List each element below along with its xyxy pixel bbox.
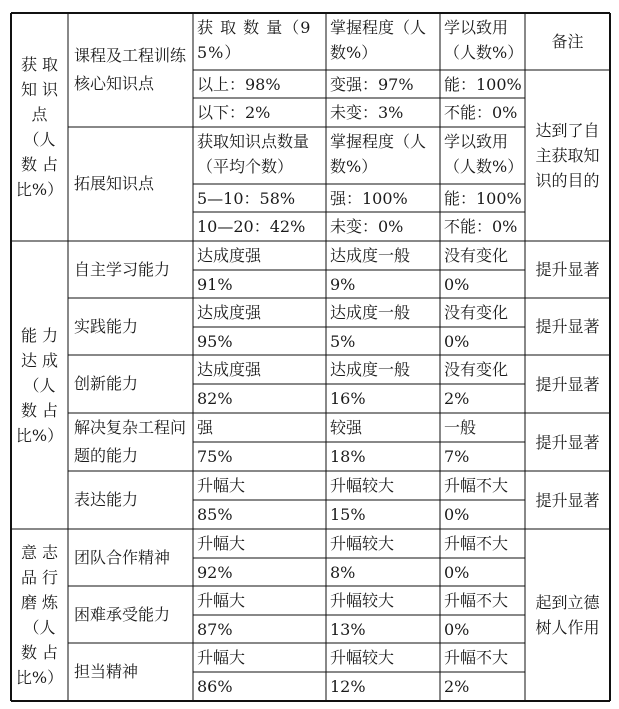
cell-core-r1-c2: 变强：97% [330, 75, 414, 94]
will-3-h1: 升幅大 [197, 648, 246, 667]
label-will-1: 团队合作精神 [74, 547, 171, 567]
ability-2-h2: 达成度一般 [330, 303, 411, 322]
category-will-text: 意 志 品 行 磨 炼（人数 占 比%） [15, 543, 64, 687]
ability-1-remark: 提升显著 [535, 260, 600, 279]
ability-5-v3: 0% [444, 505, 470, 524]
remark-knowledge-text: 达到了自主获取知识的目的 [535, 121, 600, 190]
ability-3-remark: 提升显著 [535, 374, 600, 394]
ability-5-h2: 升幅较大 [330, 476, 395, 495]
will-1-v2: 8% [330, 563, 356, 582]
ability-5-remark: 提升显著 [535, 490, 600, 510]
will-3-h3: 升幅不大 [444, 648, 509, 667]
remark-will-text: 起到立德树人作用 [535, 593, 600, 637]
ability-3-v2: 16% [330, 389, 366, 408]
ability-4-h2: 较强 [330, 418, 363, 437]
header-mastery: 掌握程度（人数%） [330, 18, 427, 62]
will-2-h3: 升幅不大 [444, 591, 509, 610]
will-2-h2: 升幅较大 [330, 591, 395, 610]
ability-2-v1: 95% [197, 332, 233, 351]
ability-5-h3: 升幅不大 [444, 476, 509, 495]
cell-core-r2-c1: 以下：2% [197, 103, 271, 122]
ability-3-h1: 达成度强 [197, 360, 262, 379]
label-ability-5: 表达能力 [74, 490, 139, 509]
ability-5-v2: 15% [330, 505, 366, 524]
ability-2-v3: 0% [444, 332, 470, 351]
ability-3-h2: 达成度一般 [330, 360, 411, 379]
header-acquire: 获 取 数 量（95%） [197, 18, 312, 62]
ability-2-h3: 没有变化 [444, 303, 509, 322]
label-ability-2: 实践能力 [74, 316, 139, 336]
ability-3-h3: 没有变化 [444, 360, 509, 379]
will-2-h1: 升幅大 [197, 591, 246, 610]
ability-4-v2: 18% [330, 447, 366, 466]
cell-core-r1-c3: 能：100% [444, 75, 522, 94]
will-3-v3: 2% [444, 677, 470, 696]
ability-1-v1: 91% [197, 275, 233, 294]
ability-1-v3: 0% [444, 275, 470, 294]
label-will-3: 担当精神 [74, 662, 139, 681]
ability-1-h1: 达成度强 [197, 246, 262, 265]
will-2-v1: 87% [197, 620, 233, 639]
cell-ext-h-c3: 学以致用（人数%） [444, 132, 524, 176]
ability-2-v2: 5% [330, 332, 356, 351]
will-1-h2: 升幅较大 [330, 534, 395, 553]
will-3-h2: 升幅较大 [330, 648, 395, 667]
header-apply: 学以致用（人数%） [444, 18, 524, 62]
ability-5-h1: 升幅大 [197, 476, 246, 495]
ability-4-v3: 7% [444, 447, 470, 466]
cell-ext-r2-c1: 10—20：42% [197, 217, 306, 236]
label-core-knowledge-text: 课程及工程训练核心知识点 [74, 46, 187, 93]
cell-core-r2-c3: 不能：0% [444, 103, 518, 122]
ability-4-h1: 强 [197, 418, 214, 437]
cell-ext-r2-c2: 未变：0% [330, 217, 404, 236]
ability-1-h3: 没有变化 [444, 246, 509, 265]
will-1-v1: 92% [197, 563, 233, 582]
will-2-v2: 13% [330, 620, 366, 639]
ability-3-v3: 2% [444, 389, 470, 408]
label-will-2: 困难承受能力 [74, 604, 171, 624]
will-3-v2: 12% [330, 677, 366, 696]
label-ext-knowledge-text: 拓展知识点 [74, 174, 155, 193]
page-bottom-edge [0, 700, 619, 709]
label-ability-4-text: 解决复杂工程问题的能力 [74, 418, 187, 465]
cell-ext-r1-c3: 能：100% [444, 189, 522, 208]
will-1-h3: 升幅不大 [444, 534, 509, 553]
cell-core-r1-c1: 以上：98% [197, 75, 281, 94]
ability-1-h2: 达成度一般 [330, 246, 411, 265]
label-ability-3: 创新能力 [74, 374, 139, 393]
category-knowledge-text: 获 取 知 识 点（人 数 占 比%） [15, 55, 64, 199]
cell-ext-h-c1: 获取知识点数量（平均个数） [197, 132, 310, 176]
cell-ext-h-c2: 掌握程度（人数%） [330, 132, 427, 176]
will-1-h1: 升幅大 [197, 534, 246, 553]
ability-5-v1: 85% [197, 505, 233, 524]
will-1-v3: 0% [444, 563, 470, 582]
will-2-v3: 0% [444, 620, 470, 639]
ability-2-h1: 达成度强 [197, 303, 262, 322]
ability-1-v2: 9% [330, 275, 356, 294]
ability-4-v1: 75% [197, 447, 233, 466]
header-remarks: 备注 [551, 32, 584, 51]
category-ability-text: 能 力 达 成（人数 占 比%） [15, 325, 64, 445]
cell-core-r2-c2: 未变：3% [330, 103, 404, 122]
cell-ext-r2-c3: 不能：0% [444, 217, 518, 236]
label-ability-1: 自主学习能力 [74, 259, 171, 279]
cell-ext-r1-c2: 强：100% [330, 189, 408, 208]
cell-ext-r1-c1: 5—10：58% [197, 189, 296, 208]
ability-3-v1: 82% [197, 389, 233, 408]
ability-4-h3: 一般 [444, 418, 477, 437]
ability-2-remark: 提升显著 [535, 317, 600, 336]
ability-4-remark: 提升显著 [535, 432, 600, 452]
will-3-v1: 86% [197, 677, 233, 696]
